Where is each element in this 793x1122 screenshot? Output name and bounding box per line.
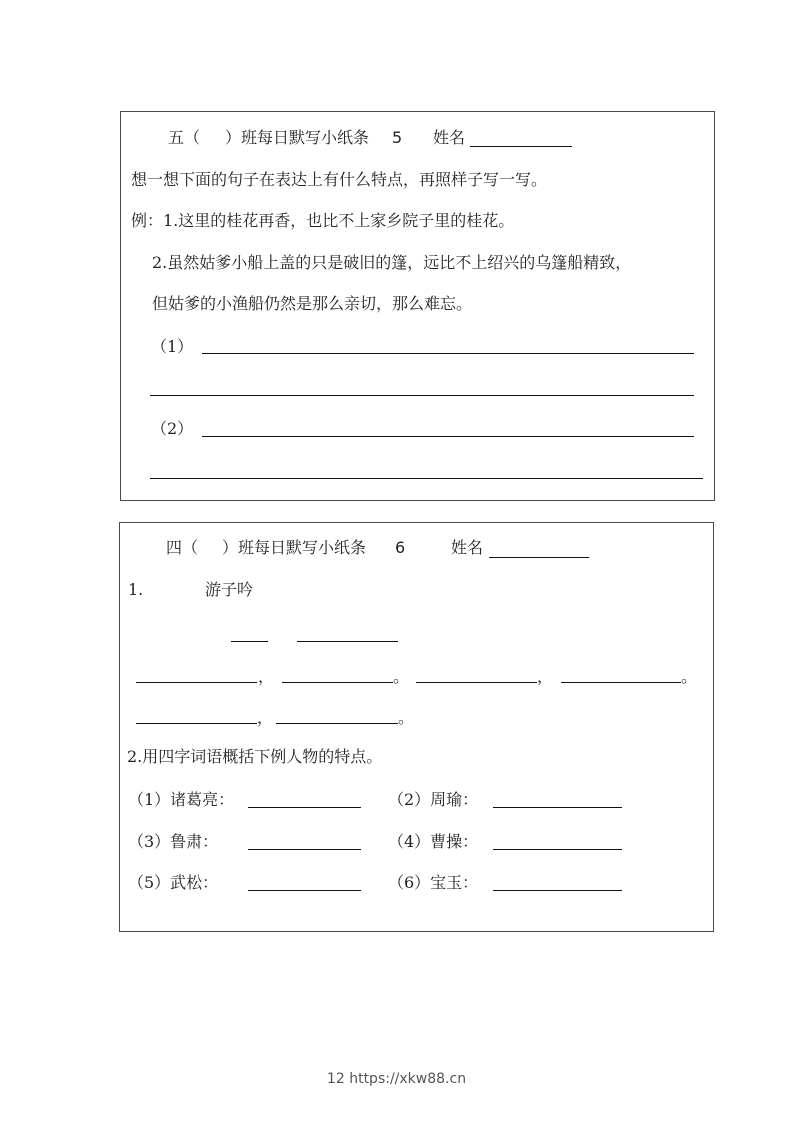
poem-line-3-blank[interactable] [416,682,537,683]
slip-5-answer-2-blank[interactable] [202,436,694,437]
slip-6-title: ）班每日默写小纸条 [222,538,367,557]
character-item-label: （5）武松： [128,873,219,892]
page-number: 12 [326,1071,345,1087]
poem-line-6-blank[interactable] [276,723,398,724]
slip-6-poem-title: 游子吟 [205,580,254,599]
character-item-blank[interactable] [493,807,622,808]
slip-5-example-2-line2: 但姑爹的小渔船仍然是那么亲切，那么难忘。 [152,294,473,313]
character-item-blank[interactable] [493,849,622,850]
slip-5-number: 5 [392,128,403,147]
character-item-label: （6）宝玉： [388,873,479,892]
footer-url: https://xkw88.cn [349,1071,467,1087]
punct-comma: ， [258,667,275,686]
poem-dynasty-blank[interactable] [231,641,268,642]
poem-line-4-blank[interactable] [561,682,681,683]
punct-period: 。 [393,667,410,686]
slip-6-q1-number: 1. [128,580,144,599]
character-item-blank[interactable] [493,890,622,891]
slip-5-answer-2-label: （2） [151,419,194,438]
slip-5-name-label: 姓名 [433,128,466,147]
slip-5-answer-2-blank-cont[interactable] [150,478,703,479]
slip-5-name-blank[interactable] [470,146,572,147]
poem-line-1-blank[interactable] [136,682,257,683]
character-item-label: （1）诸葛亮： [128,790,235,809]
slip-5-instruction: 想一想下面的句子在表达上有什么特点，再照样子写一写。 [131,170,548,189]
poem-line-5-blank[interactable] [136,723,257,724]
slip-6-name-label: 姓名 [451,538,484,557]
slip-5-example-1: 例：1.这里的桂花再香，也比不上家乡院子里的桂花。 [131,211,515,230]
punct-period: 。 [681,667,698,686]
slip-6-number: 6 [395,538,406,557]
character-item-label: （3）鲁肃： [128,832,219,851]
slip-5-answer-1-label: （1） [151,337,194,356]
slip-5-grade-prefix: 五（ [168,128,201,147]
poem-line-2-blank[interactable] [282,682,393,683]
character-item-blank[interactable] [248,890,361,891]
slip-6-name-blank[interactable] [489,557,589,558]
poem-author-blank[interactable] [297,641,398,642]
character-item-label: （4）曹操： [388,832,479,851]
slip-5-answer-1-blank-cont[interactable] [150,395,694,396]
slip-6-grade-prefix: 四（ [166,538,199,557]
punct-comma: ， [537,667,554,686]
slip-5-answer-1-blank[interactable] [202,353,694,354]
page-footer [0,1071,793,1087]
slip-5-example-2-line1: 2.虽然姑爹小船上盖的只是破旧的篷，远比不上绍兴的乌篷船精致， [152,253,632,272]
character-item-blank[interactable] [248,849,361,850]
punct-comma: ， [257,708,274,727]
character-item-label: （2）周瑜： [388,790,479,809]
slip-5-title: ）班每日默写小纸条 [225,128,370,147]
character-item-blank[interactable] [248,807,361,808]
slip-6-q2-prompt: 2.用四字词语概括下例人物的特点。 [127,747,383,766]
punct-period: 。 [398,708,415,727]
